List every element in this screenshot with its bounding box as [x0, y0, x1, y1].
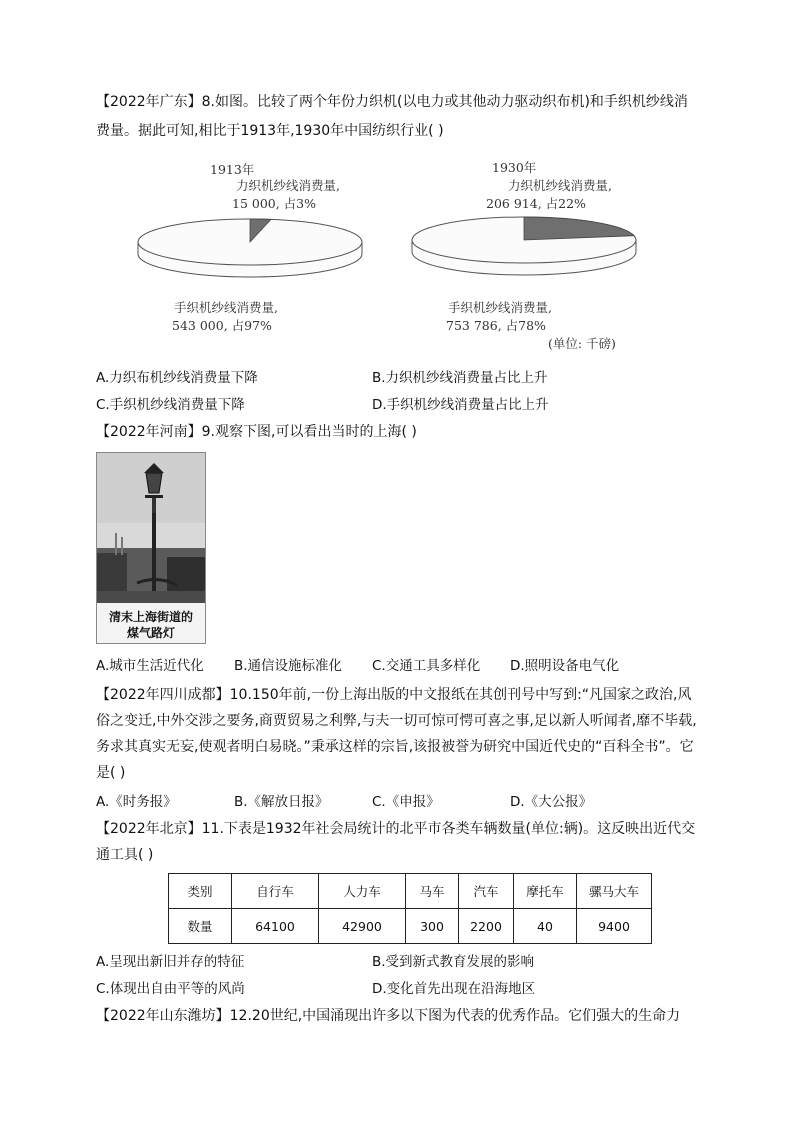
q10-option-a: A.《时务报》 — [96, 794, 177, 810]
q9-option-c: C.交通工具多样化 — [372, 658, 481, 674]
table-header-row — [169, 874, 652, 909]
table-cell: 数量 — [169, 909, 232, 944]
q11-vehicle-table — [168, 873, 652, 944]
table-header-cell: 汽车 — [459, 874, 514, 909]
table-cell: 9400 — [577, 909, 652, 944]
photo-caption — [97, 609, 205, 641]
table-header-cell: 人力车 — [319, 874, 406, 909]
pie-1930 — [412, 160, 636, 333]
table-cell: 64100 — [232, 909, 319, 944]
pie-1913-title: 1913年 — [210, 162, 255, 177]
q8-source: 【2022年广东】 — [96, 94, 202, 110]
q11-option-a: A.呈现出新旧并存的特征 — [96, 954, 245, 970]
q8-text-line1: 8.如图。比较了两个年份力织机(以电力或其他动力驱动织布机)和手织机纱线消 — [201, 94, 688, 110]
q11-option-b: B.受到新式教育发展的影响 — [372, 954, 535, 970]
pie-1913-top-value: 15 000, 占3% — [232, 196, 317, 211]
q9-gas-lamp-photo — [96, 452, 206, 644]
q11-option-c: C.体现出自由平等的风尚 — [96, 981, 245, 997]
q8-stem-line2: 费量。据此可知,相比于1913年,1930年中国纺织行业( ) — [96, 123, 444, 139]
pie-1913-top-label: 力织机纱线消费量, — [236, 178, 340, 193]
table-header-cell: 骡马大车 — [577, 874, 652, 909]
q10-option-b: B.《解放日报》 — [234, 794, 329, 810]
q10-text: 10.150年前,一份上海出版的中文报纸在其创刊号中写到:“凡国家之政治,风俗之变迁,中外交涉之要务,商贾贸易之利弊,与夫一切可惊可愕可喜之事,足以新人听闻者,靡不毕载,务求其真实无妄,使观者明白易晓。”秉承这样的宗旨,该报被誉为研究中国近代史的“百科全书”。它是( ) — [96, 687, 697, 781]
q8-option-c: C.手织机纱线消费量下降 — [96, 397, 245, 413]
table-header-cell: 自行车 — [232, 874, 319, 909]
q12-stem — [96, 1006, 680, 1026]
table-header-cell: 马车 — [406, 874, 459, 909]
q8-pie-charts — [96, 150, 696, 360]
pie-1913-bottom-label: 手织机纱线消费量, — [174, 300, 278, 315]
pie-1930-slice-power-loom — [524, 217, 634, 240]
q9-text: 9.观察下图,可以看出当时的上海( ) — [201, 424, 417, 440]
q8-pie-svg — [96, 150, 696, 360]
photo-caption-line1: 清末上海街道的 — [108, 610, 193, 624]
table-cell: 300 — [406, 909, 459, 944]
pie-1930-bottom-value: 753 786, 占78% — [446, 318, 546, 333]
pie-1930-title: 1930年 — [492, 160, 537, 175]
q9-source: 【2022年河南】 — [96, 424, 202, 440]
pie-unit-label: (单位: 千磅) — [548, 336, 616, 351]
q8-option-d: D.手织机纱线消费量占比上升 — [372, 397, 549, 413]
gas-lamp-illustration — [97, 453, 205, 603]
photo-caption-line2: 煤气路灯 — [126, 626, 175, 640]
pie-1930-bottom-label: 手织机纱线消费量, — [448, 300, 552, 315]
pie-1913-bottom-value: 543 000, 占97% — [172, 318, 272, 333]
table-cell: 2200 — [459, 909, 514, 944]
pie-1913 — [138, 162, 362, 333]
q10-option-d: D.《大公报》 — [510, 794, 593, 810]
table-header-cell: 摩托车 — [514, 874, 577, 909]
table-cell: 40 — [514, 909, 577, 944]
q11-option-d: D.变化首先出现在沿海地区 — [372, 981, 536, 997]
q10-source: 【2022年四川成都】 — [96, 687, 230, 703]
q8-option-a: A.力织布机纱线消费量下降 — [96, 370, 258, 386]
q9-stem — [96, 422, 417, 442]
q9-option-a: A.城市生活近代化 — [96, 658, 204, 674]
q11-source: 【2022年北京】 — [96, 821, 202, 837]
q9-option-b: B.通信设施标准化 — [234, 658, 343, 674]
q10-stem — [96, 682, 698, 786]
q11-stem — [96, 816, 698, 868]
q12-text: 12.20世纪,中国涌现出许多以下图为代表的优秀作品。它们强大的生命力 — [229, 1008, 681, 1024]
q9-option-d: D.照明设备电气化 — [510, 658, 620, 674]
table-cell: 42900 — [319, 909, 406, 944]
q8-stem-line1 — [96, 92, 688, 112]
q10-option-c: C.《申报》 — [372, 794, 440, 810]
q12-source: 【2022年山东潍坊】 — [96, 1008, 230, 1024]
q8-option-b: B.力织机纱线消费量占比上升 — [372, 370, 548, 386]
table-header-cell: 类别 — [169, 874, 232, 909]
q11-text: 11.下表是1932年社会局统计的北平市各类车辆数量(单位:辆)。这反映出近代交通工具( ) — [96, 821, 696, 863]
pie-1930-top-label: 力织机纱线消费量, — [508, 178, 612, 193]
pie-1930-top-value: 206 914, 占22% — [486, 196, 586, 211]
table-row — [169, 909, 652, 944]
